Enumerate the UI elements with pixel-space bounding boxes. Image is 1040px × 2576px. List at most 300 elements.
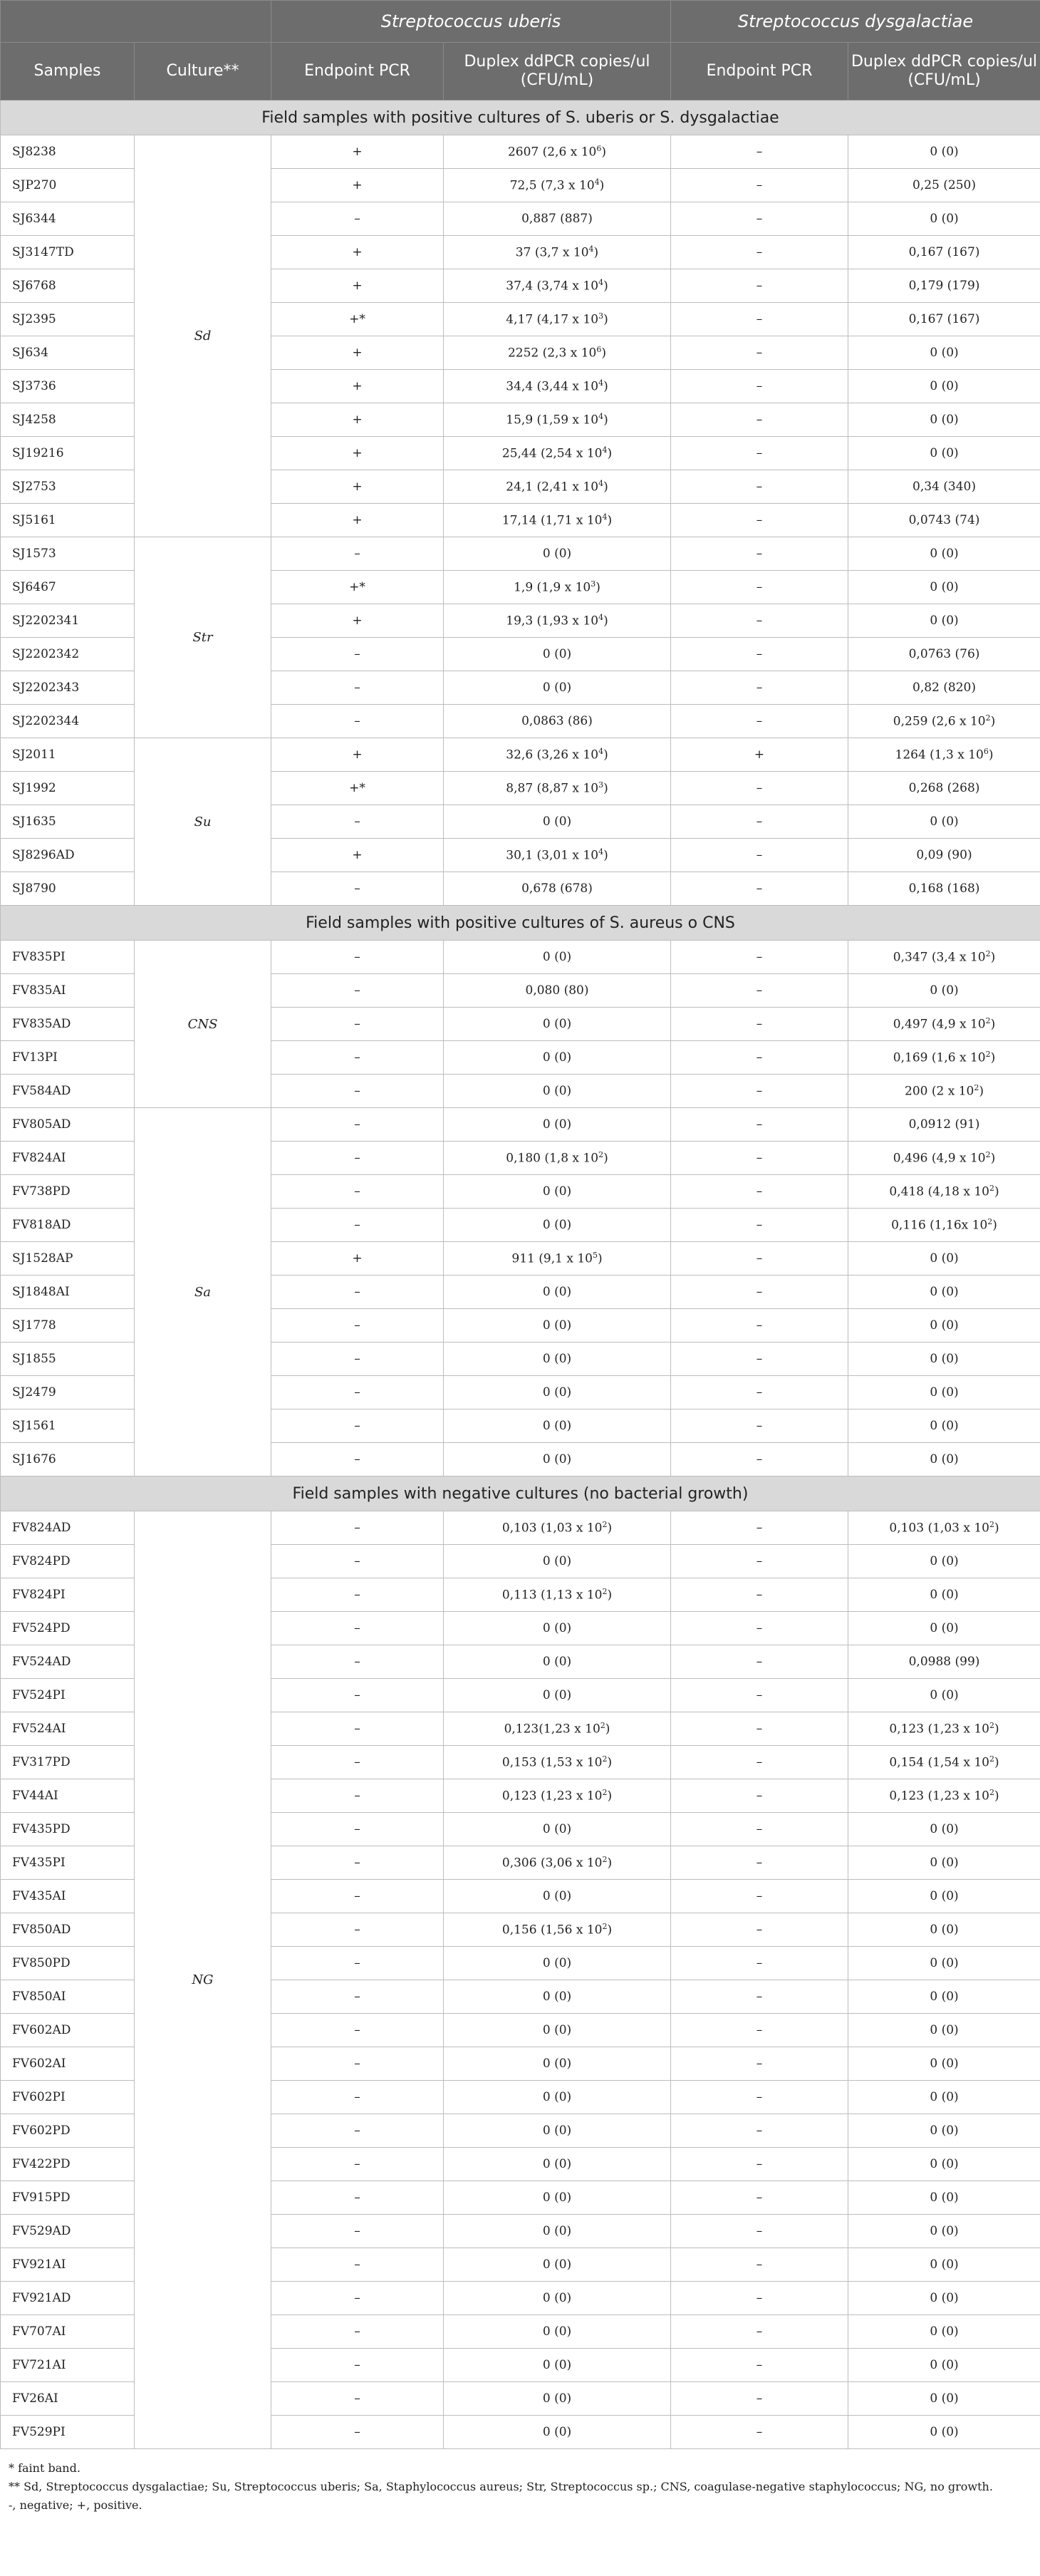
uberis-ddpcr-cell: 0 (0) (444, 1679, 671, 1712)
dysgalactiae-endpoint-cell: – (671, 2382, 848, 2416)
uberis-ddpcr-cell: 0 (0) (444, 1813, 671, 1846)
dysgalactiae-endpoint-cell: – (671, 403, 848, 437)
culture-group-cell: Str (135, 537, 271, 738)
dysgalactiae-endpoint-cell: – (671, 638, 848, 671)
sample-id-cell: SJ19216 (1, 437, 135, 470)
uberis-endpoint-cell: – (271, 1712, 444, 1746)
dysgalactiae-ddpcr-cell: 0 (0) (848, 202, 1040, 236)
dysgalactiae-ddpcr-cell: 0,0763 (76) (848, 638, 1040, 671)
dysgalactiae-endpoint-cell: – (671, 571, 848, 604)
sample-id-cell: FV721AI (1, 2349, 135, 2382)
dysgalactiae-ddpcr-cell: 0 (0) (848, 2081, 1040, 2114)
sample-id-cell: SJ6768 (1, 269, 135, 303)
section-header-row (1, 906, 1040, 941)
culture-group-cell: CNS (135, 941, 271, 1108)
uberis-ddpcr-cell: 72,5 (7,3 x $10^4$) (444, 169, 671, 202)
dysgalactiae-endpoint-cell: – (671, 671, 848, 705)
sample-id-cell: FV602AI (1, 2047, 135, 2081)
header-blank (1, 1, 271, 43)
dysgalactiae-ddpcr-cell: 200 (2 x $10^2$) (848, 1075, 1040, 1108)
uberis-endpoint-cell: – (271, 2315, 444, 2349)
sample-id-cell: SJ1573 (1, 537, 135, 571)
uberis-endpoint-cell: – (271, 941, 444, 974)
section-title: Field samples with negative cultures (no bacterial growth) (1, 1476, 1040, 1511)
uberis-ddpcr-cell: 0 (0) (444, 1376, 671, 1409)
uberis-ddpcr-cell: 37,4 (3,74 x $10^4$) (444, 269, 671, 303)
sample-id-cell: FV435AI (1, 1880, 135, 1913)
dysgalactiae-endpoint-cell: – (671, 1813, 848, 1846)
uberis-endpoint-cell: – (271, 872, 444, 906)
dysgalactiae-ddpcr-cell: 0 (0) (848, 1242, 1040, 1276)
culture-group-cell: Su (135, 738, 271, 906)
uberis-ddpcr-cell: 0 (0) (444, 2215, 671, 2248)
sample-id-cell: SJ1528AP (1, 1242, 135, 1276)
uberis-endpoint-cell: +* (271, 571, 444, 604)
dysgalactiae-endpoint-cell: – (671, 1511, 848, 1545)
table-row (1, 537, 1040, 571)
uberis-endpoint-cell: – (271, 2047, 444, 2081)
dysgalactiae-ddpcr-cell: 0,168 (168) (848, 872, 1040, 906)
dysgalactiae-ddpcr-cell: 0,103 (1,03 x $10^2$) (848, 1511, 1040, 1545)
dysgalactiae-endpoint-cell: – (671, 2282, 848, 2315)
uberis-endpoint-cell: – (271, 1511, 444, 1545)
uberis-ddpcr-cell: 0 (0) (444, 1980, 671, 2014)
uberis-ddpcr-cell: 0 (0) (444, 1343, 671, 1376)
uberis-ddpcr-cell: 19,3 (1,93 x $10^4$) (444, 604, 671, 638)
table-row (1, 738, 1040, 772)
dysgalactiae-endpoint-cell: – (671, 269, 848, 303)
dysgalactiae-ddpcr-cell: 0 (0) (848, 135, 1040, 169)
dysgalactiae-ddpcr-cell: 0 (0) (848, 2114, 1040, 2148)
uberis-ddpcr-cell: 4,17 (4,17 x $10^3$) (444, 303, 671, 336)
dysgalactiae-endpoint-cell: – (671, 604, 848, 638)
culture-group-cell: Sd (135, 135, 271, 537)
sample-id-cell: FV524PD (1, 1612, 135, 1645)
dysgalactiae-ddpcr-cell: 0 (0) (848, 1276, 1040, 1309)
uberis-ddpcr-cell: 37 (3,7 x $10^4$) (444, 236, 671, 269)
dysgalactiae-ddpcr-cell: 0,34 (340) (848, 470, 1040, 504)
dysgalactiae-ddpcr-cell: 0 (0) (848, 2215, 1040, 2248)
dysgalactiae-endpoint-header: Endpoint PCR (671, 43, 848, 100)
dysgalactiae-endpoint-cell: – (671, 705, 848, 738)
uberis-endpoint-cell: + (271, 370, 444, 403)
sample-id-cell: FV738PD (1, 1175, 135, 1209)
dysgalactiae-ddpcr-cell: 0,179 (179) (848, 269, 1040, 303)
table-row (1, 135, 1040, 169)
culture-column-header: Culture** (135, 43, 271, 100)
dysgalactiae-ddpcr-cell: 0 (0) (848, 2382, 1040, 2416)
uberis-endpoint-cell: – (271, 2081, 444, 2114)
dysgalactiae-endpoint-cell: – (671, 1142, 848, 1175)
sample-id-cell: SJ2011 (1, 738, 135, 772)
uberis-ddpcr-cell: 0 (0) (444, 2349, 671, 2382)
uberis-endpoint-cell: – (271, 638, 444, 671)
uberis-endpoint-cell: + (271, 470, 444, 504)
uberis-endpoint-cell: – (271, 2148, 444, 2181)
uberis-endpoint-cell: – (271, 1209, 444, 1242)
uberis-endpoint-cell: – (271, 1846, 444, 1880)
uberis-endpoint-cell: – (271, 1376, 444, 1409)
dysgalactiae-endpoint-cell: – (671, 2248, 848, 2282)
dysgalactiae-ddpcr-cell: 0 (0) (848, 571, 1040, 604)
uberis-ddpcr-cell: 34,4 (3,44 x $10^4$) (444, 370, 671, 403)
uberis-ddpcr-cell: 17,14 (1,71 x $10^4$) (444, 504, 671, 537)
dysgalactiae-endpoint-cell: – (671, 2014, 848, 2047)
uberis-endpoint-cell: – (271, 2349, 444, 2382)
dysgalactiae-endpoint-cell: – (671, 805, 848, 839)
uberis-ddpcr-cell: 0 (0) (444, 1545, 671, 1578)
dysgalactiae-endpoint-cell: – (671, 1880, 848, 1913)
dysgalactiae-endpoint-cell: – (671, 1947, 848, 1980)
uberis-ddpcr-cell: 24,1 (2,41 x $10^4$) (444, 470, 671, 504)
dysgalactiae-endpoint-cell: – (671, 1913, 848, 1947)
uberis-ddpcr-cell: 0 (0) (444, 1209, 671, 1242)
sample-id-cell: FV13PI (1, 1041, 135, 1075)
dysgalactiae-endpoint-cell: – (671, 470, 848, 504)
uberis-endpoint-cell: – (271, 1175, 444, 1209)
uberis-endpoint-cell: – (271, 1746, 444, 1779)
footnote: * faint band. (9, 2461, 80, 2475)
uberis-ddpcr-cell: 0,123 (1,23 x $10^2$) (444, 1779, 671, 1813)
dysgalactiae-endpoint-cell: – (671, 2315, 848, 2349)
sample-id-cell: SJ2202343 (1, 671, 135, 705)
sample-id-cell: SJ2202341 (1, 604, 135, 638)
uberis-endpoint-cell: – (271, 1679, 444, 1712)
table-header (1, 1, 1040, 100)
dysgalactiae-ddpcr-cell: 0 (0) (848, 1612, 1040, 1645)
dysgalactiae-endpoint-cell: – (671, 1175, 848, 1209)
species-dysgalactiae-header: Streptococcus dysgalactiae (671, 1, 1040, 43)
uberis-endpoint-cell: + (271, 336, 444, 370)
dysgalactiae-ddpcr-cell: 0 (0) (848, 1913, 1040, 1947)
dysgalactiae-endpoint-cell: – (671, 537, 848, 571)
uberis-endpoint-cell: – (271, 2282, 444, 2315)
dysgalactiae-endpoint-cell: – (671, 1209, 848, 1242)
sample-id-cell: FV602PI (1, 2081, 135, 2114)
sample-id-cell: FV524PI (1, 1679, 135, 1712)
uberis-ddpcr-cell: 0 (0) (444, 2416, 671, 2449)
uberis-endpoint-cell: – (271, 1343, 444, 1376)
sample-id-cell: SJ2753 (1, 470, 135, 504)
uberis-ddpcr-cell: 30,1 (3,01 x $10^4$) (444, 839, 671, 872)
uberis-ddpcr-cell: 0 (0) (444, 638, 671, 671)
sample-id-cell: FV835PI (1, 941, 135, 974)
uberis-ddpcr-cell: 0 (0) (444, 2047, 671, 2081)
dysgalactiae-endpoint-cell: – (671, 1712, 848, 1746)
uberis-endpoint-cell: – (271, 1913, 444, 1947)
dysgalactiae-endpoint-cell: – (671, 303, 848, 336)
dysgalactiae-ddpcr-cell: 0,123 (1,23 x $10^2$) (848, 1712, 1040, 1746)
footnote: ** Sd, Streptococcus dysgalactiae; Su, Streptococcus uberis; Sa, Staphylococcus aureus; Str, Streptococcus sp.; CNS, coagulase-negative staphylococcus; NG, no growth. (9, 2480, 993, 2493)
dysgalactiae-endpoint-cell: – (671, 1008, 848, 1041)
dysgalactiae-endpoint-cell: – (671, 1242, 848, 1276)
uberis-ddpcr-cell: 0 (0) (444, 805, 671, 839)
uberis-endpoint-cell: – (271, 974, 444, 1008)
sample-id-cell: SJ6467 (1, 571, 135, 604)
dysgalactiae-ddpcr-cell: 0,0988 (99) (848, 1645, 1040, 1679)
uberis-ddpcr-cell: 0 (0) (444, 941, 671, 974)
sample-id-cell: FV529AD (1, 2215, 135, 2248)
section-title: Field samples with positive cultures of S. aureus o CNS (1, 906, 1040, 941)
uberis-ddpcr-cell: 2252 (2,3 x $10^6$) (444, 336, 671, 370)
uberis-endpoint-cell: + (271, 269, 444, 303)
sample-id-cell: FV602PD (1, 2114, 135, 2148)
sample-id-cell: FV26AI (1, 2382, 135, 2416)
dysgalactiae-ddpcr-cell: 0 (0) (848, 2349, 1040, 2382)
uberis-endpoint-cell: + (271, 236, 444, 269)
uberis-ddpcr-cell: 0 (0) (444, 2248, 671, 2282)
sample-id-cell: SJ1848AI (1, 1276, 135, 1309)
dysgalactiae-endpoint-cell: – (671, 2047, 848, 2081)
samples-column-header: Samples (1, 43, 135, 100)
dysgalactiae-ddpcr-cell: 0 (0) (848, 604, 1040, 638)
uberis-ddpcr-cell: 0 (0) (444, 1276, 671, 1309)
uberis-ddpcr-cell: 0 (0) (444, 2014, 671, 2047)
uberis-endpoint-cell: + (271, 135, 444, 169)
dysgalactiae-endpoint-cell: – (671, 772, 848, 805)
uberis-ddpcr-cell: 0,0863 (86) (444, 705, 671, 738)
sample-id-cell: FV824AI (1, 1142, 135, 1175)
sample-id-cell: FV824PI (1, 1578, 135, 1612)
dysgalactiae-ddpcr-cell: 0 (0) (848, 2282, 1040, 2315)
dysgalactiae-endpoint-cell: – (671, 2114, 848, 2148)
sample-id-cell: FV524AD (1, 1645, 135, 1679)
dysgalactiae-endpoint-cell: – (671, 2181, 848, 2215)
uberis-endpoint-cell: – (271, 1041, 444, 1075)
dysgalactiae-ddpcr-cell: 0 (0) (848, 1309, 1040, 1343)
uberis-endpoint-cell: – (271, 1578, 444, 1612)
dysgalactiae-endpoint-cell: – (671, 2416, 848, 2449)
dysgalactiae-ddpcr-cell: 0 (0) (848, 1980, 1040, 2014)
dysgalactiae-ddpcr-cell: 0 (0) (848, 1679, 1040, 1712)
dysgalactiae-ddpcr-cell: 0 (0) (848, 1376, 1040, 1409)
uberis-ddpcr-cell: 0,113 (1,13 x $10^2$) (444, 1578, 671, 1612)
uberis-ddpcr-cell: 0 (0) (444, 1008, 671, 1041)
dysgalactiae-endpoint-cell: – (671, 974, 848, 1008)
uberis-endpoint-cell: – (271, 1443, 444, 1476)
dysgalactiae-endpoint-cell: – (671, 2349, 848, 2382)
dysgalactiae-ddpcr-cell: 0,418 (4,18 x $10^2$) (848, 1175, 1040, 1209)
uberis-ddpcr-cell: 0 (0) (444, 1645, 671, 1679)
dysgalactiae-ddpcr-cell: 0 (0) (848, 537, 1040, 571)
dysgalactiae-ddpcr-cell: 0,25 (250) (848, 169, 1040, 202)
uberis-ddpcr-cell: 0 (0) (444, 1075, 671, 1108)
dysgalactiae-ddpcr-cell: 0 (0) (848, 336, 1040, 370)
uberis-endpoint-cell: – (271, 1612, 444, 1645)
uberis-endpoint-cell: – (271, 2416, 444, 2449)
sample-id-cell: FV44AI (1, 1779, 135, 1813)
uberis-ddpcr-cell: 0 (0) (444, 1309, 671, 1343)
uberis-endpoint-cell: + (271, 1242, 444, 1276)
sample-id-cell: FV529PI (1, 2416, 135, 2449)
uberis-ddpcr-cell: 0 (0) (444, 2081, 671, 2114)
uberis-ddpcr-cell: 0,180 (1,8 x $10^2$) (444, 1142, 671, 1175)
dysgalactiae-endpoint-cell: – (671, 1645, 848, 1679)
sample-id-cell: FV805AD (1, 1108, 135, 1142)
dysgalactiae-endpoint-cell: – (671, 370, 848, 403)
uberis-ddpcr-cell: 25,44 (2,54 x $10^4$) (444, 437, 671, 470)
uberis-ddpcr-cell: 1,9 (1,9 x $10^3$) (444, 571, 671, 604)
uberis-endpoint-cell: – (271, 1947, 444, 1980)
dysgalactiae-endpoint-cell: – (671, 1746, 848, 1779)
section-header-row (1, 1476, 1040, 1511)
uberis-endpoint-cell: – (271, 2114, 444, 2148)
table-row (1, 1511, 1040, 1545)
sample-id-cell: SJ8790 (1, 872, 135, 906)
sample-id-cell: SJ1635 (1, 805, 135, 839)
uberis-ddpcr-cell: 0 (0) (444, 671, 671, 705)
dysgalactiae-ddpcr-cell: 0 (0) (848, 2416, 1040, 2449)
sample-id-cell: SJ1855 (1, 1343, 135, 1376)
sample-id-cell: SJ634 (1, 336, 135, 370)
uberis-ddpcr-cell: 2607 (2,6 x $10^6$) (444, 135, 671, 169)
culture-group-cell: Sa (135, 1108, 271, 1476)
sample-id-cell: SJ2395 (1, 303, 135, 336)
dysgalactiae-ddpcr-cell: 0 (0) (848, 974, 1040, 1008)
table-body (1, 100, 1040, 2449)
dysgalactiae-endpoint-cell: – (671, 2148, 848, 2181)
dysgalactiae-endpoint-cell: – (671, 1779, 848, 1813)
dysgalactiae-ddpcr-cell: 0 (0) (848, 2248, 1040, 2282)
uberis-endpoint-cell: + (271, 403, 444, 437)
sample-id-cell: FV850PD (1, 1947, 135, 1980)
sample-id-cell: FV524AI (1, 1712, 135, 1746)
sample-id-cell: FV602AD (1, 2014, 135, 2047)
uberis-endpoint-cell: – (271, 705, 444, 738)
dysgalactiae-ddpcr-cell: 0,09 (90) (848, 839, 1040, 872)
dysgalactiae-endpoint-cell: – (671, 1679, 848, 1712)
sample-id-cell: FV435PI (1, 1846, 135, 1880)
dysgalactiae-ddpcr-cell: 0,82 (820) (848, 671, 1040, 705)
table-row (1, 941, 1040, 974)
uberis-endpoint-cell: +* (271, 303, 444, 336)
sample-id-cell: SJ3147TD (1, 236, 135, 269)
dysgalactiae-ddpcr-cell: 0 (0) (848, 1545, 1040, 1578)
culture-group-cell: NG (135, 1511, 271, 2449)
uberis-endpoint-cell: – (271, 2181, 444, 2215)
dysgalactiae-endpoint-cell: – (671, 1309, 848, 1343)
uberis-endpoint-cell: + (271, 169, 444, 202)
sample-id-cell: FV317PD (1, 1746, 135, 1779)
uberis-endpoint-cell: – (271, 1075, 444, 1108)
sample-id-cell: FV707AI (1, 2315, 135, 2349)
sample-id-cell: FV818AD (1, 1209, 135, 1242)
sample-id-cell: SJ1676 (1, 1443, 135, 1476)
dysgalactiae-endpoint-cell: – (671, 1075, 848, 1108)
dysgalactiae-endpoint-cell: – (671, 202, 848, 236)
uberis-endpoint-header: Endpoint PCR (271, 43, 444, 100)
uberis-ddpcr-cell: 0 (0) (444, 2382, 671, 2416)
footnote: -, negative; +, positive. (9, 2498, 142, 2512)
uberis-ddpcr-cell: 0 (0) (444, 1947, 671, 1980)
sample-id-cell: FV850AI (1, 1980, 135, 2014)
uberis-ddpcr-cell: 0,103 (1,03 x $10^2$) (444, 1511, 671, 1545)
dysgalactiae-endpoint-cell: – (671, 1578, 848, 1612)
dysgalactiae-ddpcr-cell: 0 (0) (848, 2148, 1040, 2181)
dysgalactiae-ddpcr-cell: 0 (0) (848, 1578, 1040, 1612)
uberis-endpoint-cell: – (271, 1645, 444, 1679)
uberis-ddpcr-cell: 0 (0) (444, 2114, 671, 2148)
dysgalactiae-endpoint-cell: – (671, 1980, 848, 2014)
dysgalactiae-ddpcr-cell: 0 (0) (848, 2315, 1040, 2349)
dysgalactiae-ddpcr-cell: 0,167 (167) (848, 236, 1040, 269)
dysgalactiae-endpoint-cell: + (671, 738, 848, 772)
dysgalactiae-ddpcr-cell: 0 (0) (848, 2181, 1040, 2215)
uberis-endpoint-cell: + (271, 604, 444, 638)
footnotes (0, 2449, 1040, 2515)
uberis-endpoint-cell: – (271, 1813, 444, 1846)
uberis-ddpcr-cell: 0 (0) (444, 1409, 671, 1443)
uberis-endpoint-cell: +* (271, 772, 444, 805)
dysgalactiae-endpoint-cell: – (671, 1041, 848, 1075)
dysgalactiae-ddpcr-cell: 1264 (1,3 x $10^6$) (848, 738, 1040, 772)
sample-id-cell: SJ4258 (1, 403, 135, 437)
dysgalactiae-ddpcr-cell: 0,259 (2,6 x $10^2$) (848, 705, 1040, 738)
dysgalactiae-endpoint-cell: – (671, 336, 848, 370)
dysgalactiae-endpoint-cell: – (671, 437, 848, 470)
dysgalactiae-ddpcr-cell: 0 (0) (848, 1343, 1040, 1376)
dysgalactiae-ddpcr-cell: 0 (0) (848, 403, 1040, 437)
dysgalactiae-endpoint-cell: – (671, 941, 848, 974)
sample-id-cell: FV584AD (1, 1075, 135, 1108)
uberis-ddpcr-cell: 0,156 (1,56 x $10^2$) (444, 1913, 671, 1947)
uberis-ddpcr-cell: 0 (0) (444, 2315, 671, 2349)
uberis-ddpcr-cell: 0 (0) (444, 1175, 671, 1209)
dysgalactiae-endpoint-cell: – (671, 504, 848, 537)
uberis-endpoint-cell: – (271, 2014, 444, 2047)
uberis-endpoint-cell: – (271, 1545, 444, 1578)
uberis-ddpcr-cell: 0,306 (3,06 x $10^2$) (444, 1846, 671, 1880)
uberis-ddpcr-cell: 0 (0) (444, 1443, 671, 1476)
sample-id-cell: SJ6344 (1, 202, 135, 236)
uberis-ddpcr-cell: 0 (0) (444, 2181, 671, 2215)
uberis-endpoint-cell: – (271, 2382, 444, 2416)
sample-id-cell: FV835AI (1, 974, 135, 1008)
uberis-endpoint-cell: – (271, 1008, 444, 1041)
uberis-ddpcr-cell: 0 (0) (444, 2148, 671, 2181)
uberis-ddpcr-cell: 0 (0) (444, 1108, 671, 1142)
sample-id-cell: FV435PD (1, 1813, 135, 1846)
uberis-ddpcr-cell: 0 (0) (444, 1041, 671, 1075)
dysgalactiae-ddpcr-header: Duplex ddPCR copies/ul (CFU/mL) (848, 43, 1040, 100)
dysgalactiae-endpoint-cell: – (671, 1409, 848, 1443)
table-row (1, 1108, 1040, 1142)
sample-id-cell: FV835AD (1, 1008, 135, 1041)
uberis-endpoint-cell: – (271, 671, 444, 705)
sample-id-cell: FV915PD (1, 2181, 135, 2215)
uberis-ddpcr-cell: 0,123(1,23 x $10^2$) (444, 1712, 671, 1746)
sample-id-cell: SJ1561 (1, 1409, 135, 1443)
dysgalactiae-endpoint-cell: – (671, 2215, 848, 2248)
dysgalactiae-ddpcr-cell: 0,497 (4,9 x $10^2$) (848, 1008, 1040, 1041)
dysgalactiae-endpoint-cell: – (671, 1343, 848, 1376)
uberis-endpoint-cell: – (271, 1980, 444, 2014)
sample-id-cell: SJ2202344 (1, 705, 135, 738)
sample-id-cell: FV921AI (1, 2248, 135, 2282)
uberis-ddpcr-cell: 911 (9,1 x $10^5$) (444, 1242, 671, 1276)
dysgalactiae-endpoint-cell: – (671, 1108, 848, 1142)
dysgalactiae-ddpcr-cell: 0,268 (268) (848, 772, 1040, 805)
uberis-ddpcr-cell: 0 (0) (444, 537, 671, 571)
sample-id-cell: SJ2202342 (1, 638, 135, 671)
dysgalactiae-ddpcr-cell: 0,154 (1,54 x $10^2$) (848, 1746, 1040, 1779)
dysgalactiae-endpoint-cell: – (671, 1276, 848, 1309)
dysgalactiae-ddpcr-cell: 0 (0) (848, 1846, 1040, 1880)
sample-id-cell: FV921AD (1, 2282, 135, 2315)
sample-id-cell: SJ8238 (1, 135, 135, 169)
dysgalactiae-ddpcr-cell: 0,116 (1,16x $10^2$) (848, 1209, 1040, 1242)
uberis-endpoint-cell: + (271, 839, 444, 872)
